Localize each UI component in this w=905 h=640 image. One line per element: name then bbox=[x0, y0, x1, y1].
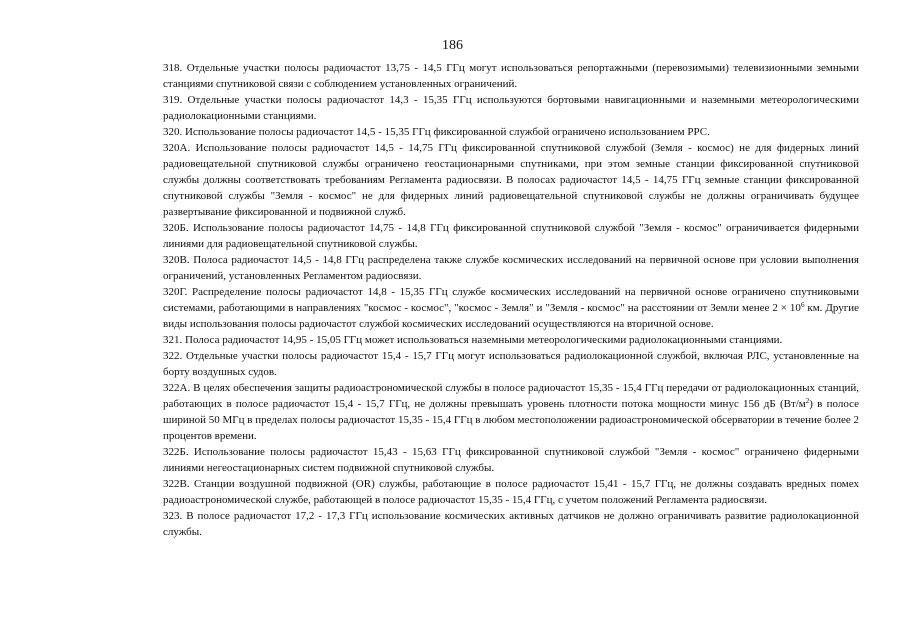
paragraph-322a-superscript: 2 bbox=[805, 397, 810, 405]
paragraph-322v: 322В. Станции воздушной подвижной (OR) службы, работающие в полосе радиочастот 15,41 - 15,7 ГГц, не должны создавать вредных помех радиоастрономической службе, работающей в полосе радиочастот 15,35 - 15,4 ГГц, с учетом положений Регламента радиосвязи. bbox=[163, 478, 859, 506]
paragraph-320g-superscript: 6 bbox=[800, 301, 805, 309]
page-number: 186 bbox=[442, 38, 463, 53]
paragraph-320g bbox=[163, 284, 859, 332]
paragraph-320v: 320В. Полоса радиочастот 14,5 - 14,8 ГГц распределена также службе космических исследований на первичной основе при условии выполнения ограничений, установленных Регламентом радиосвязи. bbox=[163, 254, 859, 282]
paragraph-318: 318. Отдельные участки полосы радиочастот 13,75 - 14,5 ГГц могут использоваться репортажными (перевозимыми) телевизионными земными станциями спутниковой связи с соблюдением установленных ограничений. bbox=[163, 62, 859, 90]
paragraph-320g-text-before: 320Г. Распределение полосы радиочастот 14,8 - 15,35 ГГц службе космических исследований на первичной основе ограничено спутниковыми системами, работающими в направлениях "космос - космос", "космос - Земля" и "Земля - космос" на расстоянии от Земли менее 2 × 10 bbox=[163, 286, 859, 314]
paragraph-319: 319. Отдельные участки полосы радиочастот 14,3 - 15,35 ГГц используются бортовыми навигационными и наземными метеорологическими радиолокационными станциями. bbox=[163, 94, 859, 122]
paragraph-322a-text-before: 322А. В целях обеспечения защиты радиоастрономической службы в полосе радиочастот 15,35 - 15,4 ГГц передачи от радиолокационных станций, работающих в полосе радиочастот 15,4 - 15,7 ГГц, не должны превышать уровень плотности потока мощности минус 156 дБ (Вт/м bbox=[163, 382, 859, 410]
paragraph-322b: 322Б. Использование полосы радиочастот 15,43 - 15,63 ГГц фиксированной спутниковой службой "Земля - космос" ограничено фидерными линиями негеостационарных систем подвижной спутниковой службы. bbox=[163, 446, 859, 474]
paragraph-320b: 320Б. Использование полосы радиочастот 14,75 - 14,8 ГГц фиксированной спутниковой службой "Земля - космос" ограничивается фидерными линиями для радиовещательной спутниковой службы. bbox=[163, 222, 859, 250]
paragraph-322a bbox=[163, 380, 859, 444]
paragraph-320g-text-after: км. Другие виды использования полосы радиочастот службой космических исследований осуществляются на вторичной основе. bbox=[163, 302, 859, 330]
paragraph-323: 323. В полосе радиочастот 17,2 - 17,3 ГГц использование космических активных датчиков не должно ограничивать развитие радиолокационной службы. bbox=[163, 510, 859, 538]
paragraph-322a-text-after: ) в полосе шириной 50 МГц в пределах полосы радиочастот 15,35 - 15,4 ГГц в любом местоположении радиоастрономической обсерватории в течение более 2 процентов времени. bbox=[163, 398, 859, 442]
paragraph-321: 321. Полоса радиочастот 14,95 - 15,05 ГГц может использоваться наземными метеорологическими радиолокационными станциями. bbox=[163, 334, 783, 346]
paragraph-320: 320. Использование полосы радиочастот 14,5 - 15,35 ГГц фиксированной службой ограничено использованием РРС. bbox=[163, 126, 710, 138]
paragraph-322: 322. Отдельные участки полосы радиочастот 15,4 - 15,7 ГГц могут использоваться радиолокационной службой, включая РЛС, установленные на борту воздушных судов. bbox=[163, 350, 859, 378]
paragraph-320a: 320А. Использование полосы радиочастот 14,5 - 14,75 ГГц фиксированной спутниковой службой (Земля - космос) не для фидерных линий радиовещательной спутниковой службы ограничено геостационарными спутниками, при этом земные станции фиксированной спутниковой службы должны соответствовать требованиям Регламента радиосвязи. В полосах радиочастот 14,5 - 14,75 ГГц земные станции фиксированной спутниковой службы "Земля - космос" не для фидерных линий радиовещательной спутниковой службы не должны ограничивать будущее развертывание фиксированной и подвижной служб. bbox=[163, 142, 859, 218]
document-body bbox=[163, 60, 859, 540]
